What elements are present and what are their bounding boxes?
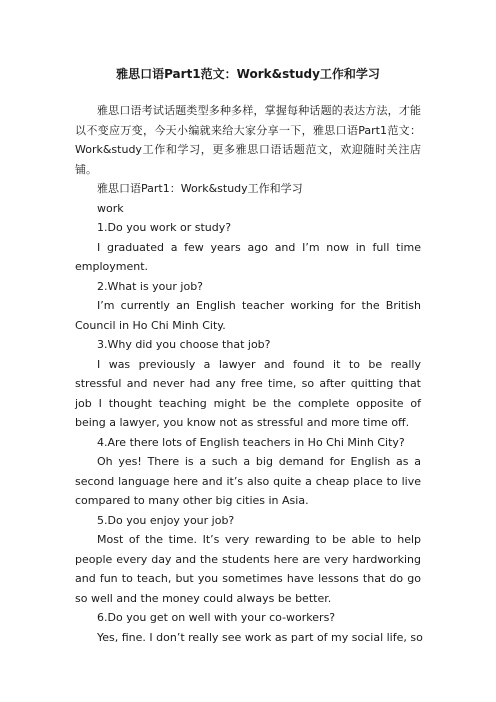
subheading-work: work bbox=[97, 201, 124, 215]
question-1: 1.Do you work or study? bbox=[97, 221, 232, 234]
question-6: 6.Do you get on well with your co-workers? bbox=[97, 611, 336, 624]
question-3: 3.Why did you choose that job? bbox=[97, 338, 271, 351]
answer-3: I was previously a lawyer and found it to be really stressful and never had any free time, so after quitting that job I thought teaching might be the complete opposite of being a lawyer, you know not as stressful and more time off. bbox=[75, 357, 421, 429]
intro-paragraph: 雅思口语考试话题类型多种多样，掌握每种话题的表达方法，才能以不变应万变，今天小编就来给大家分享一下，雅思口语Part1范文：Work&study工作和学习，更多雅思口语话题范文，欢迎随时关注店铺。 bbox=[75, 104, 421, 176]
question-2: 2.What is your job? bbox=[97, 279, 204, 293]
answer-1: I graduated a few years ago and I’m now in full time employment. bbox=[75, 240, 421, 273]
answer-5: Most of the time. It’s very rewarding to be able to help people every day and the students here are very hardworking and fun to teach, but you sometimes have lessons that do go so well and the money could always be better. bbox=[75, 533, 421, 605]
document-title: 雅思口语Part1范文：Work&study工作和学习 bbox=[116, 67, 380, 81]
section-heading: 雅思口语Part1：Work&study工作和学习 bbox=[97, 182, 303, 195]
answer-2: I’m currently an English teacher working for the British Council in Ho Chi Minh City. bbox=[75, 299, 421, 332]
question-5: 5.Do you enjoy your job? bbox=[97, 513, 235, 527]
answer-6: Yes, fine. I don’t really see work as part of my social life, so bbox=[97, 630, 423, 644]
answer-4: Oh yes! There is a such a big demand for English as a second language here and it’s also quite a cheap place to live compared to many other big cities in Asia. bbox=[75, 455, 421, 507]
question-4: 4.Are there lots of English teachers in Ho Chi Minh City? bbox=[97, 435, 405, 449]
